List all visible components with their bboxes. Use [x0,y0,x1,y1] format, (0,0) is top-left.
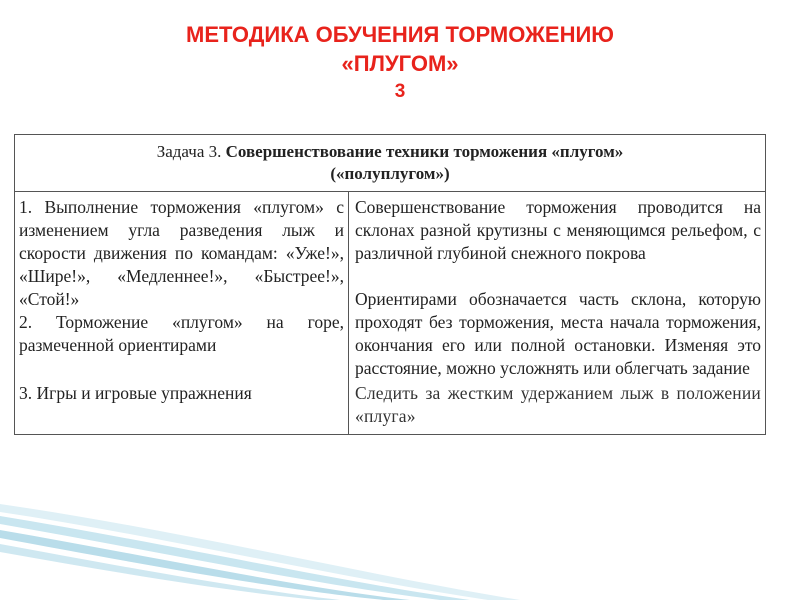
guidance-1: Совершенствование торможения проводится на склонах разной крутизны с меняющимся рельефом, с различной глубиной снежного покрова [355,197,761,263]
task-table [14,134,766,435]
exercise-1: 1. Выполнение торможения «плугом» с изменением угла разведения лыж и скорости движения по командам: «Уже!», «Шире!», «Медленнее!», «Быстрее!», «Стой!» [19,197,344,309]
spacer [355,265,761,288]
exercise-3: 3. Игры и игровые упражнения [15,380,349,434]
table-body [15,192,765,380]
header-prefix: Задача 3. [156,142,226,161]
guidance-column [349,192,765,380]
title-line-1: МЕТОДИКА ОБУЧЕНИЯ ТОРМОЖЕНИЮ [186,22,614,47]
header-title: Совершенствование техники торможения «плугом» [225,142,624,161]
decorative-stripes [0,490,800,600]
header-subtitle: («полуплугом») [330,164,450,183]
table-header [15,135,765,192]
exercise-2: 2. Торможение «плугом» на горе, размеченной ориентирами [19,312,344,355]
exercise-column [15,192,349,380]
guidance-2: Ориентирами обозначается часть склона, которую проходят без торможения, места начала торможения, окончания его или полной остановки. Изменяя это расстояние, можно усложнять или облегчать задание [355,289,761,378]
slide-number: 3 [394,81,406,102]
table-row-3 [15,380,765,434]
guidance-3: Следить за жестким удержанием лыж в положении «плуга» [355,383,761,426]
title-line-2: «ПЛУГОМ» [341,51,459,76]
slide-title [0,20,800,106]
